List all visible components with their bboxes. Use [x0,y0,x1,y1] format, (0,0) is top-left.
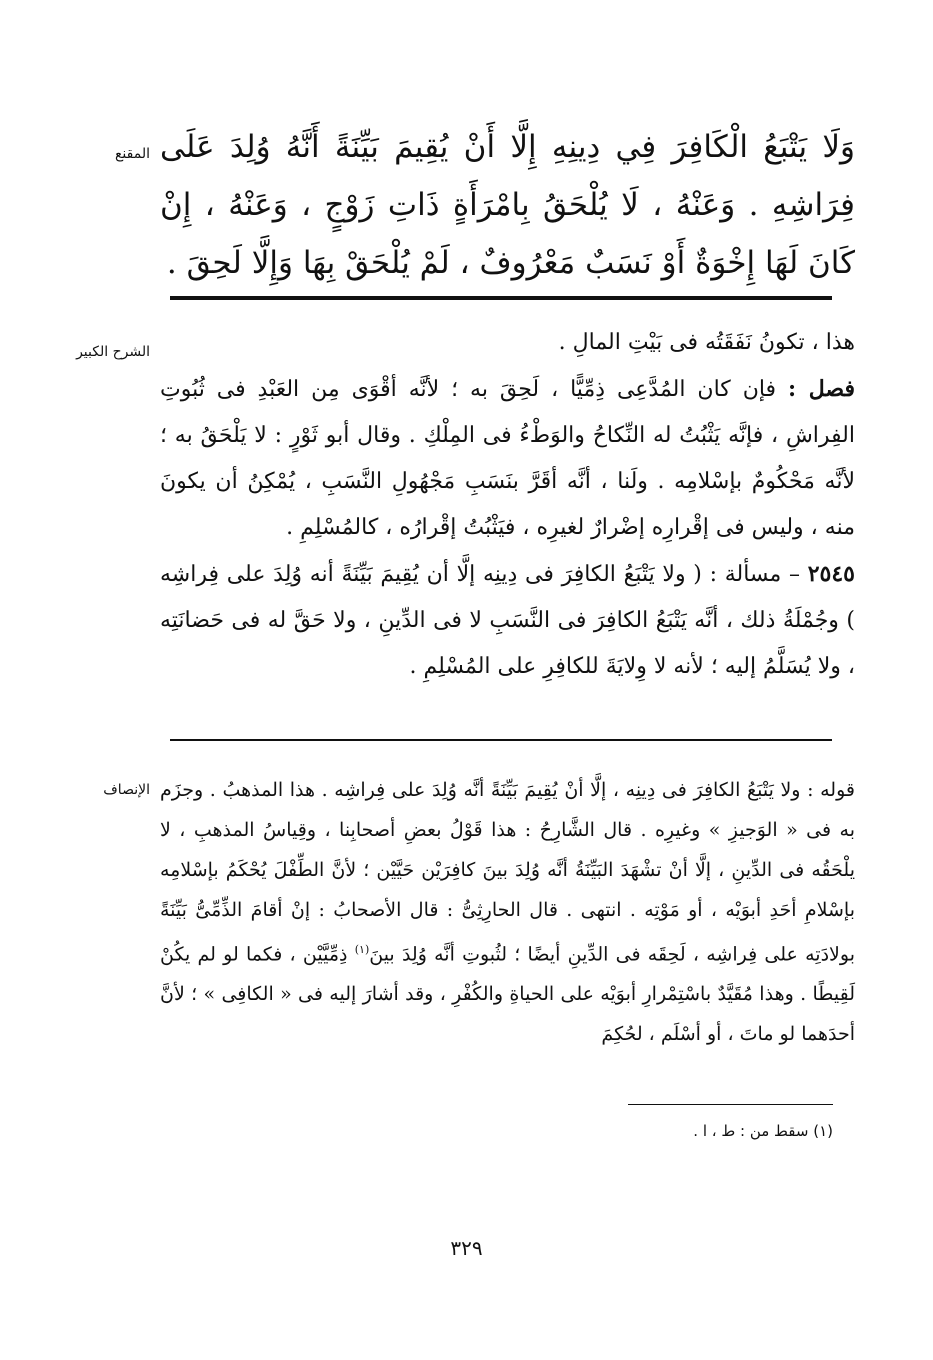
fasl-heading: فصل : [788,376,855,402]
footnote-marker: (١) [354,943,370,956]
sharh-paragraph-3 [160,551,855,690]
sharh-paragraph-1 [160,320,855,366]
section-label-sharh: الشرح الكبير [76,344,150,360]
page-number: ٣٢٩ [450,1236,483,1260]
sharh-paragraph-1-text: هذا ، تكونُ نَفَقَتُه فى بَيْتِ المالِ . [558,330,855,355]
sharh-paragraph-3-text: – مسألة : ( ولا يَتْبَعُ الكافِرَ فى دِينِه إلَّا أن يُقِيمَ بَيِّنَةً أنه وُلِدَ على فِراشِه ) وجُمْلَةُ ذلك ، أنَّه يَتْبَعُ الكافِرَ فى النَّسَبِ لا فى الدِّينِ ، ولا حَقَّ له فى حَضانَتِه ، ولا يُسَلَّمُ إليه ؛ لأنه لا وِلايَةَ للكافِرِ على المُسْلِمِ . [160,562,855,679]
insaf-paragraph [160,770,855,1054]
footnote-divider [628,1104,833,1105]
insaf-text-part-1: قوله : ولا يَتْبَعُ الكافِرَ فى دِينِه ، إلَّا أنْ يُقِيمَ بَيِّنَةً أنَّه وُلِدَ على فِراشِه . هذا المذهبُ . وجزَم به فى « الوَجيزِ » وغيرِه . قال الشَّارِحُ : هذا قَوْلُ بعضِ أصحابِنا ، وقِياسُ المذهبِ ، لا يلْحَقُه فى الدِّينِ ، إلَّا أنْ تشْهَدَ البَيِّنَةُ أنَّه وُلِدَ بينَ كافِرَيْن حَيَّيْن ؛ لأنَّ الطِّفْلَ يُحْكَمُ بإسْلامِه بإسْلامِ أحَدِ أبوَيْه ، أو مَوْتِه . انتهى . قال الحارِثِىُّ : قال الأصحابُ : إنْ أقامَ الذِّمِّىُّ بَيِّنَةً بولادَتِه على فِراشِه ، لَحِقَه فى الدِّينِ أيضًا ؛ لثُبوتِ أنَّه وُلِدَ بينَ [160,779,855,966]
insaf-text-part-2: ذِمِّيَّيْن ، فكما لو لم يكُنْ لَقِيطًا . وهذا مُقَيَّدٌ باسْتِمْرارِ أبوَيْه على الحياةِ والكُفْرِ ، وقد أشارَ إليه فى « الكافِى » ؛ لأنَّ أحدَهما لو ماتَ ، أو أسْلَم ، لحُكِمَ [160,943,855,1046]
muqni-paragraph: وَلَا يَتْبَعُ الْكَافِرَ فِي دِينِهِ إِلَّا أَنْ يُقِيمَ بَيِّنَةً أَنَّهُ وُلِدَ عَلَى فِرَاشِهِ . وَعَنْهُ ، لَا يُلْحَقُ بِامْرَأَةٍ ذَاتِ زَوْجٍ ، وَعَنْهُ ، إِنْ كَانَ لَهَا إِخْوَةٌ أَوْ نَسَبٌ مَعْرُوفٌ ، لَمْ يُلْحَقْ بِهَا وَإِلَّا لَحِقَ . [160,129,855,281]
sharh-paragraph-2 [160,366,855,551]
footnote: (١) سقط من : ط ، ا . [693,1122,833,1140]
section-divider-thick [170,296,832,300]
section-label-muqni: المقنع [114,146,150,162]
masala-number: ٢٥٤٥ [807,561,855,587]
sharh-text-block [160,320,855,690]
insaf-text-block [160,770,855,1054]
muqni-text-block [160,118,855,292]
sharh-paragraph-2-text: فإن كان المُدَّعِى ذِمِّيًّا ، لَحِقَ به ؛ لأنَّه أقْوَى مِن العَبْدِ فى ثُبُوتِ الفِراشِ ، فإنَّه يَثْبُتُ له النِّكاحُ والوَطْءُ فى المِلْكِ . وقال أبو ثَوْرٍ : لا يَلْحَقُ به ؛ لأنَّه مَحْكُومٌ بإسْلامِه . ولَنا ، أنَّه أقَرَّ بنَسَبِ مَجْهُولِ النَّسَبِ ، يُمْكِنُ أن يكونَ منه ، وليس فى إقْرارِه إضْرارٌ لغيرِه ، فيَثْبُتُ إقْرارُه ، كالمُسْلِمِ . [160,377,855,540]
section-label-insaf: الإنصاف [103,782,150,798]
section-divider-thin [170,739,832,741]
